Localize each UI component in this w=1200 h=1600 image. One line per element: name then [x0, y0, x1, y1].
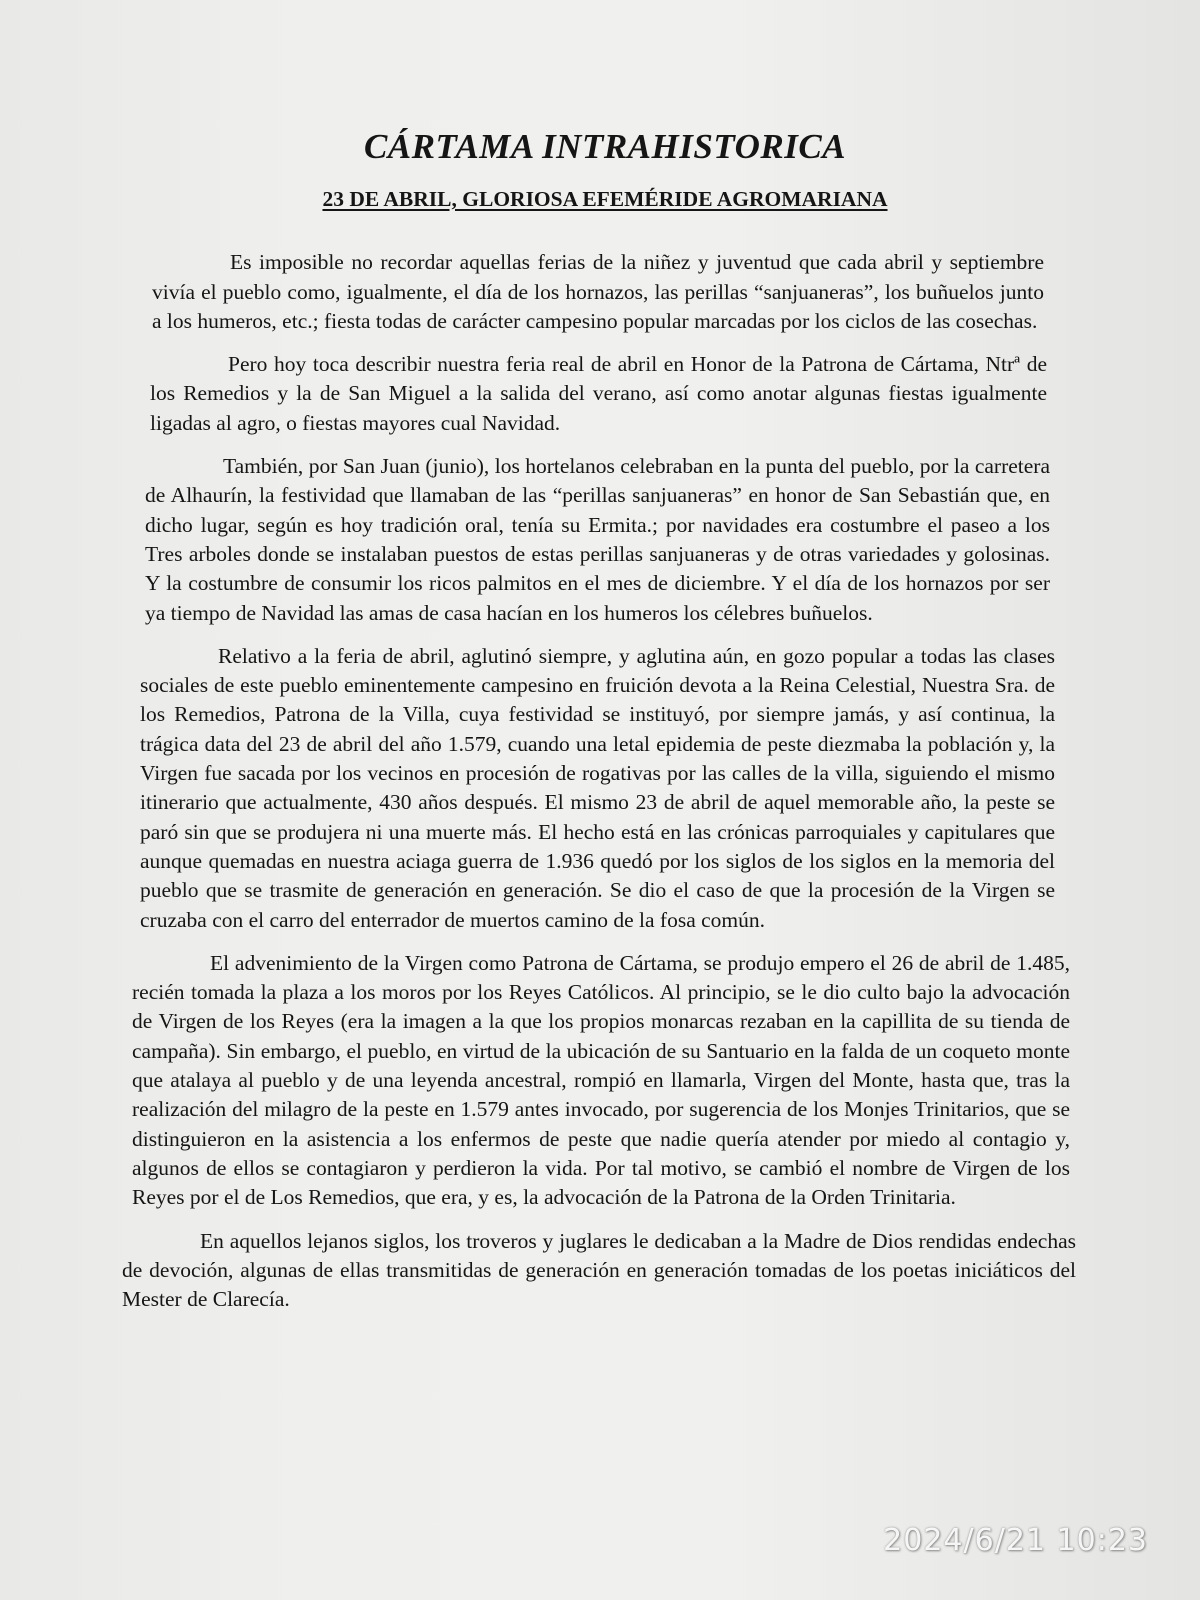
paragraph-5: El advenimiento de la Virgen como Patrona de Cártama, se produjo empero el 26 de abril de 1.485, recién tomada la plaza a los moros por los Reyes Católicos. Al principio, se le dio culto bajo la advocación de Virgen de los Reyes (era la imagen a la que los propios monarcas rezaban en la capillita de su tienda de campaña). Sin embargo, el pueblo, en virtud de la ubicación de su Santuario en la falda de un coqueto monte que atalaya al pueblo y de una leyenda ancestral, rompió en llamarla, Virgen del Monte, hasta que, tras la realización del milagro de la peste en 1.579 antes invocado, por sugerencia de los Monjes Trinitarios, que se distinguieron en la asistencia a los enfermos de peste que nadie quería atender por miedo al contagio y, algunos de ellos se contagiaron y perdieron la vida. Por tal motivo, se cambió el nombre de Virgen de los Reyes por el de Los Remedios, que era, y es, la advocación de la Patrona de la Orden Trinitaria. [132, 950, 1070, 1210]
paragraph-4: Relativo a la feria de abril, aglutinó siempre, y aglutina aún, en gozo popular a todas las clases sociales de este pueblo eminentemente campesino en fruición devota a la Reina Celestial, Nuestra Sra. de los Remedios, Patrona de la Villa, cuya festividad se instituyó, por siempre jamás, y así continua, la trágica data del 23 de abril del año 1.579, cuando una letal epidemia de peste diezmaba la población y, la Virgen fue sacada por los vecinos en procesión de rogativas por las calles de la villa, siguiendo el mismo itinerario que actualmente, 430 años después. El mismo 23 de abril de aquel memorable año, la peste se paró sin que se produjera ni una muerte más. El hecho está en las crónicas parroquiales y capitulares que aunque quemadas en nuestra aciaga guerra de 1.936 quedó por los siglos de los siglos en la memoria del pueblo que se trasmite de generación en generación. Se dio el caso de que la procesión de la Virgen se cruzaba con el carro del enterrador de muertos camino de la fosa común. [140, 643, 1055, 932]
paragraph-1: Es imposible no recordar aquellas ferias de la niñez y juventud que cada abril y septiembre vivía el pueblo como, igualmente, el día de los hornazos, las perillas “sanjuaneras”, los buñuelos junto a los humeros, etc.; fiesta todas de carácter campesino popular marcadas por los ciclos de las cosechas. [152, 250, 1044, 333]
paragraph-3: También, por San Juan (junio), los hortelanos celebraban en la punta del pueblo, por la carretera de Alhaurín, la festividad que llamaban de las “perillas sanjuaneras” en honor de San Sebastián que, en dicho lugar, según es hoy tradición oral, tenía su Ermita.; por navidades era costumbre el paseo a los Tres arboles donde se instalaban puestos de estas perillas sanjuaneras y de otras variedades y golosinas. Y la costumbre de consumir los ricos palmitos en el mes de diciembre. Y el día de los hornazos por ser ya tiempo de Navidad las amas de casa hacían en los humeros los célebres buñuelos. [145, 454, 1050, 625]
photo-timestamp: 2024/6/21 10:23 [883, 1523, 1148, 1558]
paragraph-6: En aquellos lejanos siglos, los troveros y juglares le dedicaban a la Madre de Dios rendidas endechas de devoción, algunas de ellas transmitidas de generación en generación tomadas de los poetas iniciáticos del Mester de Clarecía. [122, 1228, 1076, 1312]
paragraph-2: Pero hoy toca describir nuestra feria real de abril en Honor de la Patrona de Cártama, Ntrª de los Remedios y la de San Miguel a la salida del verano, así como anotar algunas fiestas igualmente ligadas al agro, o fiestas mayores cual Navidad. [150, 352, 1047, 435]
document-subtitle: 23 DE ABRIL, GLORIOSA EFEMÉRIDE AGROMARIANA [322, 186, 888, 211]
document-title: CÁRTAMA INTRAHISTORICA [363, 127, 847, 166]
